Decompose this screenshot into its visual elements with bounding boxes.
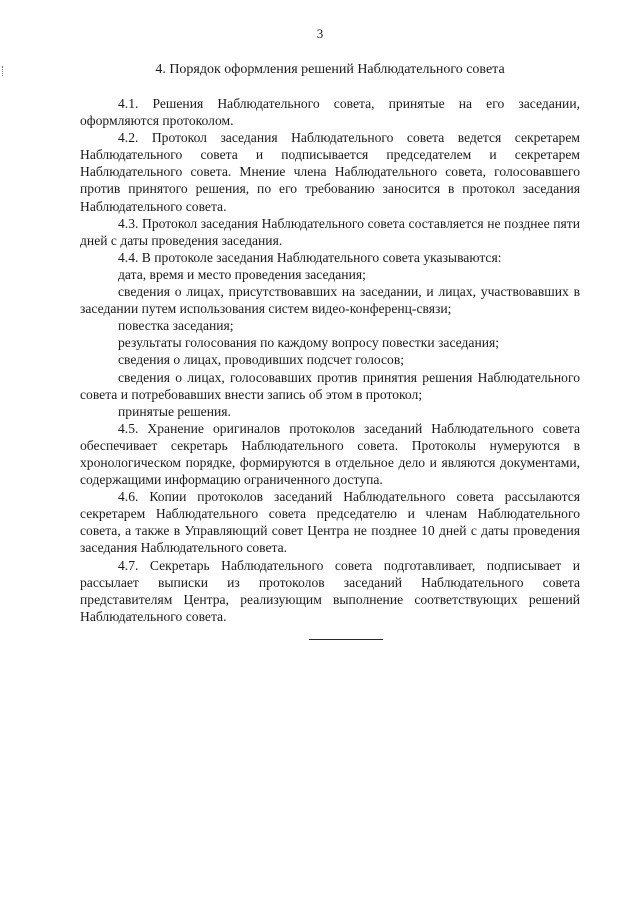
list-item: дата, время и место проведения заседания; bbox=[118, 266, 366, 282]
paragraph-4-5: 4.5. Хранение оригиналов протоколов заседаний Наблюдательного совета обеспечивает секретарь Наблюдательного совета. Протоколы нумеруются в хронологическом порядке, формируются в отдельное дело и являются документами, содержащими информацию ограниченного доступа. bbox=[80, 420, 580, 488]
document-body bbox=[80, 95, 580, 625]
list-item: сведения о лицах, проводивших подсчет голосов; bbox=[118, 352, 405, 368]
page-number: 3 bbox=[316, 26, 324, 41]
list-item: принятые решения. bbox=[118, 403, 231, 419]
paragraph-4-2: 4.2. Протокол заседания Наблюдательного совета ведется секретарем Наблюдательного совета и подписывается председателем и секретарем Наблюдательного совета. Мнение члена Наблюдательного совета, голосовавшего против принятого решения, по его требованию заносится в протокол заседания Наблюдательного совета. bbox=[80, 130, 580, 214]
end-of-document-rule bbox=[309, 639, 383, 640]
paragraph-4-3: 4.3. Протокол заседания Наблюдательного совета составляется не позднее пяти дней с даты проведения заседания. bbox=[80, 215, 580, 248]
list-item: сведения о лицах, присутствовавших на заседании, и лицах, участвовавших в заседании путем использования систем видео-конференц-связи; bbox=[80, 284, 580, 317]
paragraph-4-6: 4.6. Копии протоколов заседаний Наблюдательного совета рассылаются секретарем Наблюдательного совета председателю и членам Наблюдательного совета, а также в Управляющий совет Центра не позднее 10 дней с даты проведения заседания Наблюдательного совета. bbox=[80, 489, 580, 556]
section-title: 4. Порядок оформления решений Наблюдательного совета bbox=[155, 62, 505, 77]
paragraph-4-4: 4.4. В протоколе заседания Наблюдательного совета указываются: bbox=[118, 249, 502, 265]
list-item: повестка заседания; bbox=[118, 318, 234, 334]
list-item: результаты голосования по каждому вопросу повестки заседания; bbox=[118, 335, 500, 351]
scan-margin-mark bbox=[2, 66, 5, 76]
paragraph-4-7: 4.7. Секретарь Наблюдательного совета подготавливает, подписывает и рассылает выписки из протоколов заседаний Наблюдательного совета представителям Центра, реализующим выполнение соответствующих решений Наблюдательного совета. bbox=[80, 557, 580, 624]
paragraph-4-1: 4.1. Решения Наблюдательного совета, принятые на его заседании, оформляются протоколом. bbox=[80, 96, 580, 129]
list-item: сведения о лицах, голосовавших против принятия решения Наблюдательного совета и потребовавших внести запись об этом в протокол; bbox=[80, 369, 580, 402]
